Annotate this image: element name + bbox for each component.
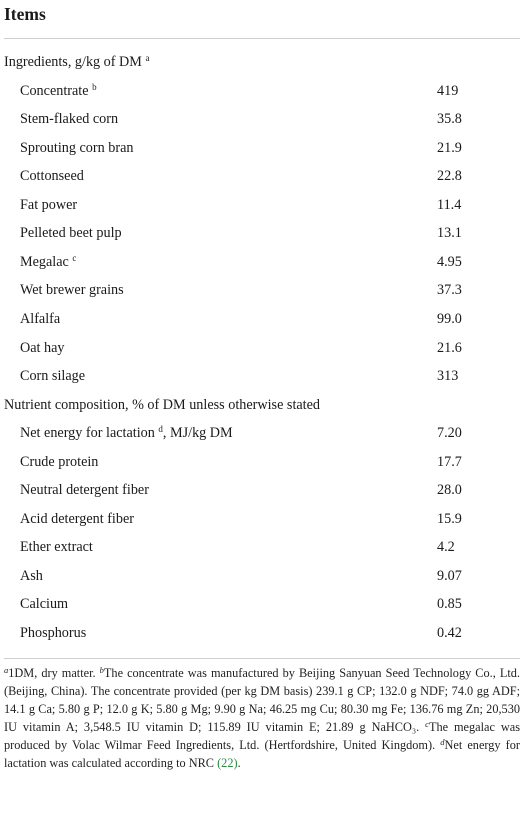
footnote-marker: a (145, 53, 150, 63)
row-value: 21.6 (437, 339, 462, 356)
table-row (0, 619, 524, 647)
row-label (20, 134, 133, 162)
row-label-text: Pelleted beet pulp (20, 225, 122, 242)
footnote-mark-d: d (440, 737, 445, 748)
footnote-mark-a: a (4, 665, 9, 675)
row-value: 313 (437, 368, 459, 385)
row-label (20, 77, 97, 105)
reference-link[interactable]: (22) (217, 756, 238, 771)
row-value: 7.20 (437, 425, 462, 442)
row-value: 15.9 (437, 510, 462, 527)
table-footnote (4, 664, 520, 773)
row-label (20, 505, 134, 533)
row-value: 4.2 (437, 539, 455, 556)
row-value: 419 (437, 82, 459, 99)
table-row (0, 248, 524, 276)
row-label-text: Neutral detergent fiber (20, 482, 149, 499)
row-label-text: Sprouting corn bran (20, 139, 134, 156)
footnote-marker: d (158, 424, 163, 435)
row-value: 11.4 (437, 196, 462, 213)
table-header (4, 0, 520, 39)
footnote-divider (4, 658, 520, 659)
row-label-text: Net energy for lactation (20, 425, 155, 442)
row-label-text: Megalac (20, 253, 69, 270)
row-label (20, 162, 84, 190)
footnote-mark-b: b (99, 665, 104, 675)
table-row (0, 276, 524, 304)
row-label (20, 219, 122, 247)
row-label-text: Ether extract (20, 539, 93, 556)
row-label (20, 448, 98, 476)
table-row (0, 334, 524, 362)
row-value: 0.85 (437, 596, 462, 613)
table-row (0, 448, 524, 476)
row-label (20, 248, 76, 276)
table-row (0, 562, 524, 590)
section-label (4, 391, 320, 419)
table-row (0, 305, 524, 333)
table-row (0, 505, 524, 533)
row-label-text: Calcium (20, 596, 69, 613)
row-label-text: Cottonseed (20, 168, 84, 185)
row-label-text: Concentrate (20, 82, 89, 99)
row-label (20, 562, 43, 590)
row-label (20, 362, 85, 390)
table-row (0, 191, 524, 219)
row-value: 37.3 (437, 282, 462, 299)
row-value: 13.1 (437, 225, 462, 242)
row-value: 0.42 (437, 625, 462, 641)
row-label-text: Nutrient composition, % of DM unless otherwise stated (4, 396, 321, 413)
footnote-marker: b (92, 81, 97, 92)
footnote-b-text: The concentrate was manufactured by Beijing Sanyuan Seed Technology Co., Ltd. (Beijing, China). The concentrate provided (per kg DM basis) 239.1 g CP; 132.0 g NDF; 74.0 gg ADF; 14.1 g Ca; 5.80 g P; 12.0 g K; 5.80 g Mg; 9.90 g Na; 46.25 mg Cu; 80.30 mg Fe; 136.76 mg Zn; 20,530 IU vitamin A; 3,548.5 IU vitamin D; 115.89 IU vitamin E; 21.89 g NaHCO₃. (4, 666, 520, 735)
table-row (0, 533, 524, 561)
row-label-text: Fat power (20, 196, 78, 213)
footnote-d-text: Net energy for lactation was calculated according to NRC (4, 738, 520, 771)
row-label (20, 419, 233, 447)
row-label-text: Crude protein (20, 453, 99, 470)
row-label-text: Ingredients, g/kg of DM (4, 54, 142, 70)
table-section-row (0, 391, 524, 419)
row-value: 4.95 (437, 253, 462, 270)
row-value: 9.07 (437, 567, 462, 584)
row-value: 17.7 (437, 453, 462, 470)
footnote-mark-c: c (425, 719, 429, 730)
table-row (0, 362, 524, 390)
table-row (0, 590, 524, 618)
table-row (0, 162, 524, 190)
row-label-text: Alfalfa (20, 310, 61, 327)
table-row (0, 134, 524, 162)
row-value: 22.8 (437, 168, 462, 185)
row-label (20, 533, 93, 561)
row-value: 99.0 (437, 310, 462, 327)
table-row (0, 476, 524, 504)
row-label (20, 334, 65, 362)
row-label-text: Stem-flaked corn (20, 111, 119, 128)
row-label (20, 276, 124, 304)
footnote-c-text: The megalac was produced by Volac Wilmar Feed Ingredients, Ltd. (Hertfordshire, United Kingdom). (4, 720, 520, 753)
footnote-end: . (237, 756, 241, 771)
table-row (0, 105, 524, 133)
table-row (0, 219, 524, 247)
row-value: 21.9 (437, 139, 462, 156)
row-label-text: Phosphorus (20, 625, 87, 641)
row-label (20, 476, 149, 504)
row-label-text: Oat hay (20, 339, 65, 356)
row-value: 35.8 (437, 111, 462, 128)
row-label-text: Ash (20, 567, 43, 584)
footnote-a-text: 1DM, dry matter. (8, 666, 100, 680)
table-row (0, 419, 524, 447)
row-label-text: Acid detergent fiber (20, 510, 134, 527)
row-label-text: Corn silage (20, 368, 86, 385)
row-label-suffix: , MJ/kg DM (162, 425, 233, 442)
row-label (20, 619, 86, 647)
row-label (20, 105, 118, 133)
row-label (20, 305, 60, 333)
header-title: Items (4, 4, 46, 24)
table-row (0, 77, 524, 105)
footnote-marker: c (72, 252, 77, 263)
row-label (20, 191, 77, 219)
row-value: 28.0 (437, 482, 462, 499)
row-label-text: Wet brewer grains (20, 282, 124, 299)
table-section-row (0, 48, 524, 76)
section-label (4, 48, 149, 76)
row-label (20, 590, 68, 618)
